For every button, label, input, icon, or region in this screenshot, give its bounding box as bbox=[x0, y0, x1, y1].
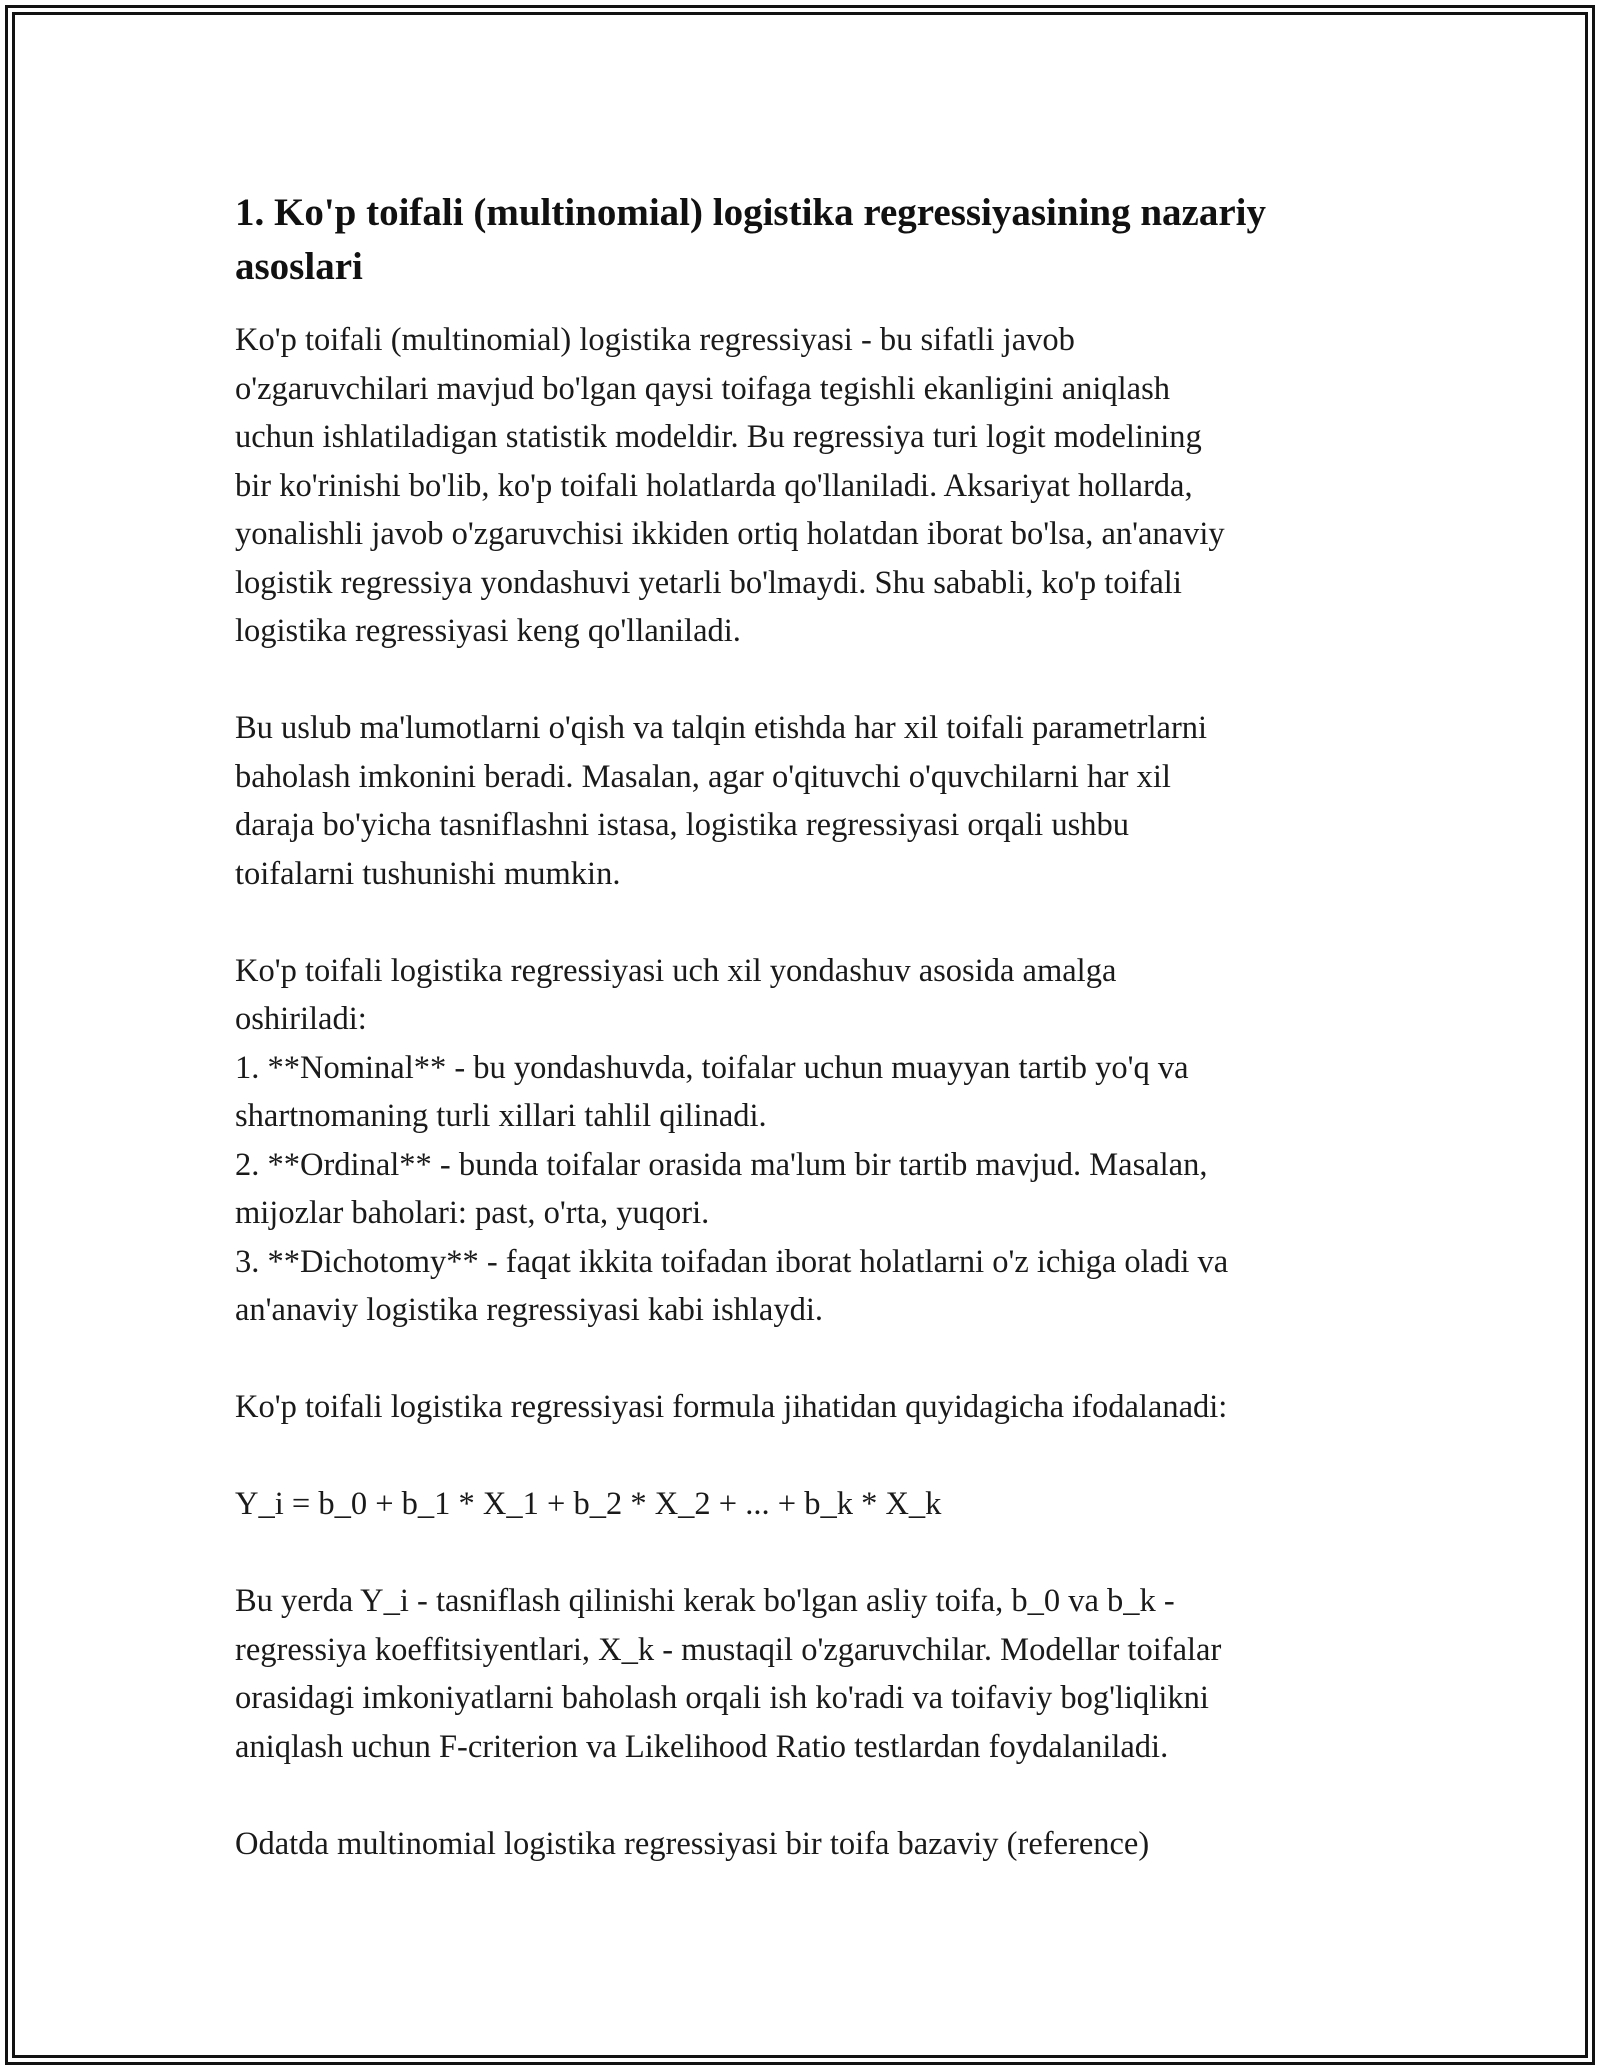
paragraph-method bbox=[235, 704, 1365, 898]
text-line: mijozlar baholari: past, o'rta, yuqori. bbox=[235, 1195, 710, 1231]
heading-line: asoslari bbox=[235, 245, 363, 288]
formula-line: Y_i = b_0 + b_1 * X_1 + b_2 * X_2 + ... + b_k * X_k bbox=[235, 1486, 942, 1522]
text-line: toifalarni tushunishi mumkin. bbox=[235, 855, 621, 892]
text-line: baholash imkonini beradi. Masalan, agar o'qituvchi o'quvchilarni har xil bbox=[235, 758, 1171, 795]
list-item-dichotomy: 3. **Dichotomy** - faqat ikkita toifadan iborat holatlarni o'z ichiga oladi va bbox=[235, 1243, 1229, 1280]
text-line: daraja bo'yicha tasniflashni istasa, logistika regressiyasi orqali ushbu bbox=[235, 807, 1129, 843]
list-item-ordinal: 2. **Ordinal** - bunda toifalar orasida ma'lum bir tartib mavjud. Masalan, bbox=[235, 1146, 1208, 1183]
heading-line: 1. Ko'p toifali (multinomial) logistika regressiyasining nazariy bbox=[235, 191, 1267, 234]
text-line: logistik regressiya yondashuvi yetarli bo'lmaydi. Shu sababli, ko'p toifali bbox=[235, 564, 1182, 601]
text-line: orasidagi imkoniyatlarni baholash orqali ish ko'radi va toifaviy bog'liqlikni bbox=[235, 1680, 1209, 1716]
paragraph-formula-intro bbox=[235, 1383, 1365, 1432]
text-line: o'zgaruvchilari mavjud bo'lgan qaysi toifaga tegishli ekanligini aniqlash bbox=[235, 370, 1171, 407]
document-body bbox=[235, 186, 1365, 1917]
section-heading bbox=[235, 186, 1365, 294]
text-line: bir ko'rinishi bo'lib, ko'p toifali holatlarda qo'llaniladi. Aksariyat hollarda, bbox=[235, 467, 1193, 504]
text-line: uchun ishlatiladigan statistik modeldir. Bu regressiya turi logit modelining bbox=[235, 419, 1202, 455]
text-line: Odatda multinomial logistika regressiyasi bir toifa bazaviy (reference) bbox=[235, 1825, 1150, 1862]
formula bbox=[235, 1480, 1365, 1529]
text-line: shartnomaning turli xillari tahlil qilinadi. bbox=[235, 1098, 767, 1134]
paragraph-explanation bbox=[235, 1577, 1365, 1771]
text-line: Bu yerda Y_i - tasniflash qilinishi kerak bo'lgan asliy toifa, b_0 va b_k - bbox=[235, 1583, 1175, 1619]
paragraph-approaches bbox=[235, 947, 1365, 1335]
paragraph-intro bbox=[235, 316, 1365, 656]
paragraph-reference bbox=[235, 1820, 1365, 1869]
text-line: yonalishli javob o'zgaruvchisi ikkiden ortiq holatdan iborat bo'lsa, an'anaviy bbox=[235, 516, 1225, 552]
text-line: Ko'p toifali logistika regressiyasi formula jihatidan quyidagicha ifodalanadi: bbox=[235, 1389, 1228, 1425]
text-line: Ko'p toifali (multinomial) logistika regressiyasi - bu sifatli javob bbox=[235, 322, 1075, 358]
text-line: an'anaviy logistika regressiyasi kabi ishlaydi. bbox=[235, 1292, 824, 1328]
text-line: oshiriladi: bbox=[235, 1001, 367, 1037]
text-line: regressiya koeffitsiyentlari, X_k - mustaqil o'zgaruvchilar. Modellar toifalar bbox=[235, 1631, 1222, 1668]
text-line: logistika regressiyasi keng qo'llaniladi. bbox=[235, 613, 741, 649]
text-line: Ko'p toifali logistika regressiyasi uch xil yondashuv asosida amalga bbox=[235, 952, 1117, 989]
text-line: Bu uslub ma'lumotlarni o'qish va talqin etishda har xil toifali parametrlarni bbox=[235, 710, 1208, 746]
text-line: aniqlash uchun F-criterion va Likelihood Ratio testlardan foydalaniladi. bbox=[235, 1728, 1169, 1765]
list-item-nominal: 1. **Nominal** - bu yondashuvda, toifalar uchun muayyan tartib yo'q va bbox=[235, 1049, 1189, 1086]
